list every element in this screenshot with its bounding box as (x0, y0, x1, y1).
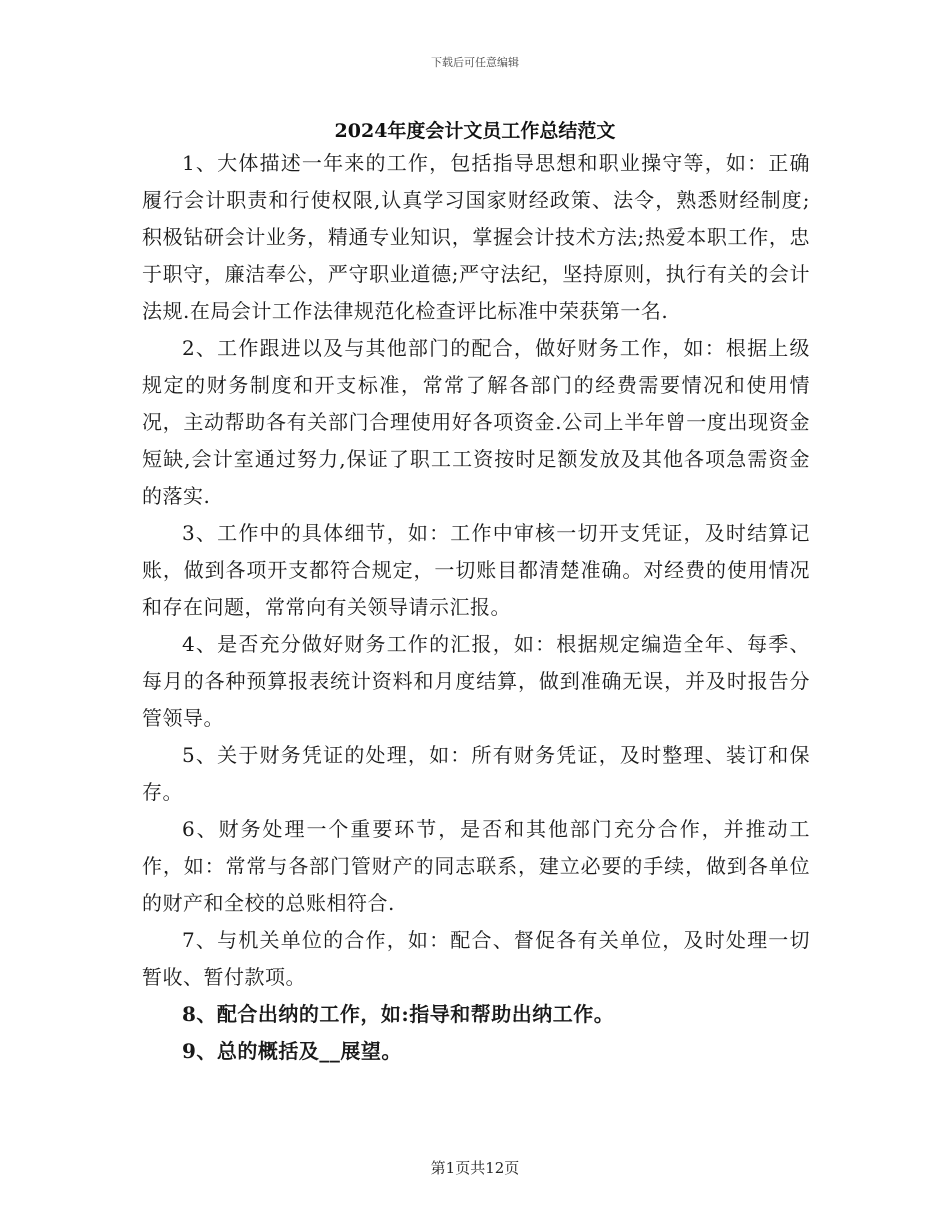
paragraph-8: 8、配合出纳的工作，如:指导和帮助出纳工作。 (182, 1002, 615, 1026)
paragraph-3: 3、工作中的具体细节，如：工作中审核一切开支凭证，及时结算记账，做到各项开支都符合规定，一切账目都清楚准确。对经费的使用情况和存在问题，常常向有关领导请示汇报。 (142, 521, 810, 619)
paragraph-5: 5、关于财务凭证的处理，如：所有财务凭证，及时整理、装订和保存。 (142, 743, 810, 804)
document-body (142, 145, 810, 1070)
page-number: 第1页共12页 (430, 1159, 520, 1177)
paragraph-1: 1、大体描述一年来的工作，包括指导思想和职业操守等，如：正确履行会计职责和行使权限,认真学习国家财经政策、法令，熟悉财经制度;积极钻研会计业务，精通专业知识，掌握会计技术方法;热爱本职工作，忠于职守，廉洁奉公，严守职业道德;严守法纪，坚持原则，执行有关的会计法规.在局会计工作法律规范化检查评比标准中荣获第一名. (142, 151, 810, 323)
document-title: 2024年度会计文员工作总结范文 (334, 120, 616, 142)
header-note: 下载后可任意编辑 (431, 56, 519, 69)
paragraph-6: 6、财务处理一个重要环节，是否和其他部门充分合作，并推动工作，如：常常与各部门管财产的同志联系，建立必要的手续，做到各单位的财产和全校的总账相符合. (142, 817, 810, 915)
paragraph-7: 7、与机关单位的合作，如：配合、督促各有关单位，及时处理一切暂收、暂付款项。 (142, 928, 810, 989)
paragraph-2: 2、工作跟进以及与其他部门的配合，做好财务工作，如：根据上级规定的财务制度和开支标准，常常了解各部门的经费需要情况和使用情况，主动帮助各有关部门合理使用好各项资金.公司上半年曾一度出现资金短缺,会计室通过努力,保证了职工工资按时足额发放及其他各项急需资金的落实. (142, 336, 810, 508)
paragraph-9: 9、总的概括及__展望。 (182, 1039, 402, 1063)
paragraph-4: 4、是否充分做好财务工作的汇报，如：根据规定编造全年、每季、每月的各种预算报表统计资料和月度结算，做到准确无误，并及时报告分管领导。 (142, 632, 810, 730)
